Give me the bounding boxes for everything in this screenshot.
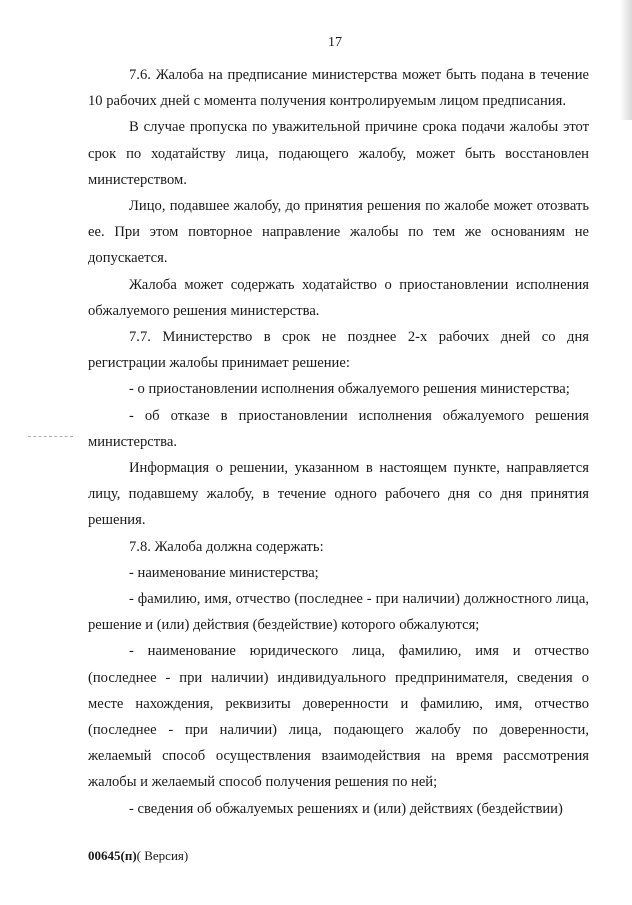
paragraph-withdraw: Лицо, подавшее жалобу, до принятия решения по жалобе может отозвать ее. При этом повторное направление жалобы по тем же основаниям не допускается. [88,198,589,267]
list-item-suspend: - о приостановлении исполнения обжалуемого решения министерства; [129,381,570,398]
document-code: 00645(п) [88,848,137,863]
list-item-ministry-name: - наименование министерства; [129,564,319,581]
footer [88,848,188,864]
list-item-applicant-details: - наименование юридического лица, фамилию, имя и отчество (последнее - при наличии) индивидуального предпринимателя, сведения о месте нахождения, реквизиты доверенности и фамилию, имя, отчество (последнее - при наличии) лица, подающего жалобу по доверенности, желаемый способ осуществления взаимодействия на время рассмотрения жалобы и желаемый способ получения решения по ней; [88,643,589,791]
paragraph-7-7: 7.7. Министерство в срок не позднее 2-х рабочих дней со дня регистрации жалобы принимает решение: [88,329,589,372]
paragraph-decision-info: Информация о решении, указанном в настоящем пункте, направляется лицу, подавшему жалобу, в течение одного рабочего дня со дня принятия решения. [88,460,589,529]
list-item-appealed-decisions: - сведения об обжалуемых решениях и (или) действиях (бездействии) [129,800,563,817]
page-number: 17 [328,35,342,50]
scan-edge-shadow [620,0,632,120]
scan-artifact [28,436,73,437]
paragraph-7-6: 7.6. Жалоба на предписание министерства может быть подана в течение 10 рабочих дней с момента получения контролируемым лицом предписания. [88,67,589,110]
paragraph-suspension-request: Жалоба может содержать ходатайство о приостановлении исполнения обжалуемого решения министерства. [88,276,589,319]
document-version: ( Версия) [136,848,189,863]
paragraph-7-8: 7.8. Жалоба должна содержать: [129,538,324,555]
list-item-refuse: - об отказе в приостановлении исполнения обжалуемого решения министерства. [88,407,589,450]
document-body [88,62,589,822]
list-item-official-name: - фамилию, имя, отчество (последнее - при наличии) должностного лица, решение и (или) действия (бездействие) которого обжалуются; [88,591,589,634]
paragraph-deadline-restore: В случае пропуска по уважительной причине срока подачи жалобы этот срок по ходатайству лица, подающего жалобу, может быть восстановлен министерством. [88,119,589,188]
